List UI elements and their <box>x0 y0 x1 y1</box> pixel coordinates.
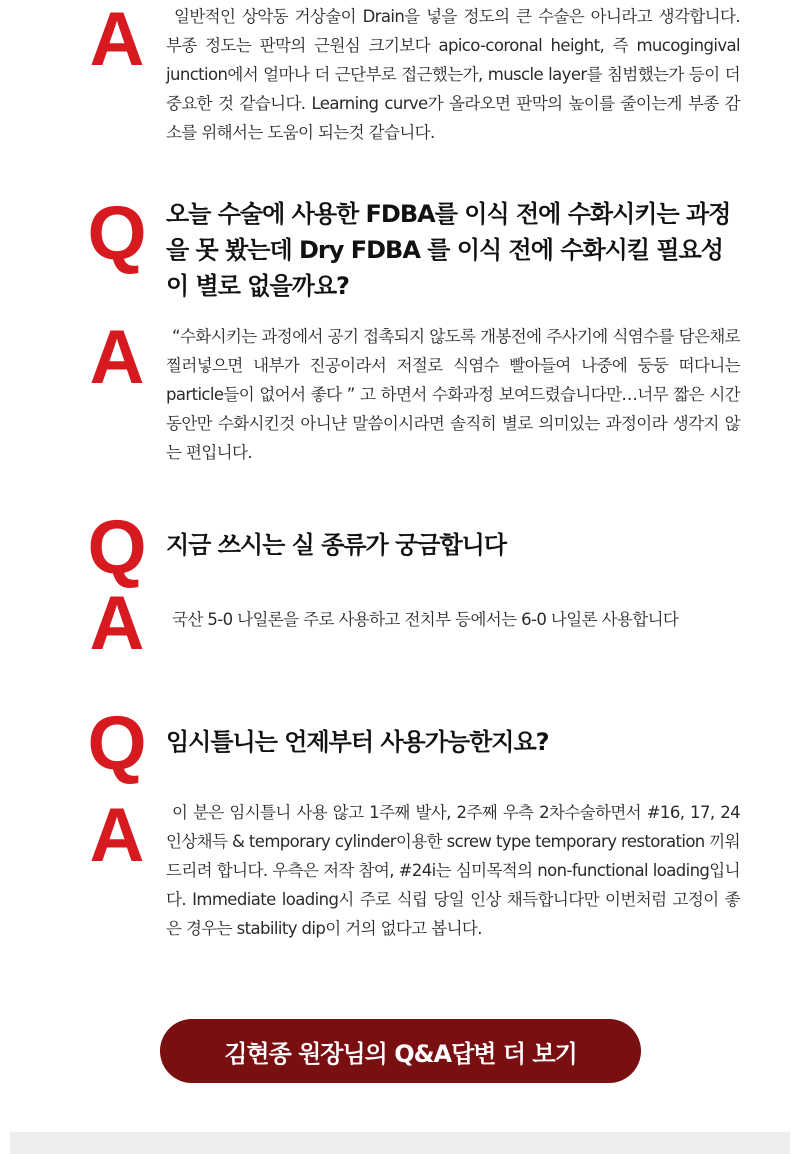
question-q-icon: Q <box>87 505 147 590</box>
footer-band <box>10 1132 790 1154</box>
answer-a-icon: A <box>89 0 145 82</box>
question-text-4: 임시틀니는 언제부터 사용가능한지요? <box>166 728 549 756</box>
answer-a-icon: A <box>89 581 145 666</box>
more-qa-button[interactable]: 김현종 원장님의 Q&A답변 더 보기 <box>160 1019 641 1083</box>
question-text-2: 오늘 수술에 사용한 FDBA를 이식 전에 수화시키는 과정을 못 봤는데 Dry FDBA 를 이식 전에 수화시킬 필요성이 별로 없을까요? <box>166 200 731 300</box>
answer-a-icon: A <box>89 793 145 878</box>
answer-text-1: 일반적인 상악동 거상술이 Drain을 넣을 정도의 큰 수술은 아니라고 생각합니다. 부종 정도는 판막의 근원심 크기보다 apico-coronal height, 즉 mucogingival junction에서 얼마나 더 근단부로 접근했는가, muscle layer를 침범했는가 등이 더 중요한 것 같습니다. Learning curve가 올라오면 판막의 높이를 줄이는게 부종 감소를 위해서는 도움이 되는것 같습니다. <box>166 7 740 142</box>
answer-text-2: “수화시키는 과정에서 공기 접촉되지 않도록 개봉전에 주사기에 식염수를 담은채로 찔러넣으면 내부가 진공이라서 저절로 식염수 빨아들여 나중에 둥둥 떠다니는 particle들이 없어서 좋다 ” 고 하면서 수화과정 보여드렸습니다만…너무 짧은 시간동안만 수화시킨것 아니냔 말씀이시라면 솔직히 별로 의미있는 과정이라 생각지 않는 편입니다. <box>166 327 740 462</box>
answer-a-icon: A <box>89 315 145 400</box>
answer-text-3: 국산 5-0 나일론을 주로 사용하고 전치부 등에서는 6-0 나일론 사용합니다 <box>172 610 679 629</box>
question-q-icon: Q <box>87 701 147 786</box>
answer-text-4: 이 분은 임시틀니 사용 않고 1주째 발사, 2주째 우측 2차수술하면서 #16, 17, 24 인상채득 & temporary cylinder이용한 screw type temporary restoration 끼워드리려 합니다. 우측은 저작 참여, #24i는 심미목적의 non-functional loading입니다. Immediate loading시 주로 식립 당일 인상 채득합니다만 이번처럼 고정이 좋은 경우는 stability dip이 거의 없다고 봅니다. <box>166 803 740 938</box>
question-q-icon: Q <box>87 191 147 276</box>
question-text-3: 지금 쓰시는 실 종류가 궁금합니다 <box>166 531 506 559</box>
